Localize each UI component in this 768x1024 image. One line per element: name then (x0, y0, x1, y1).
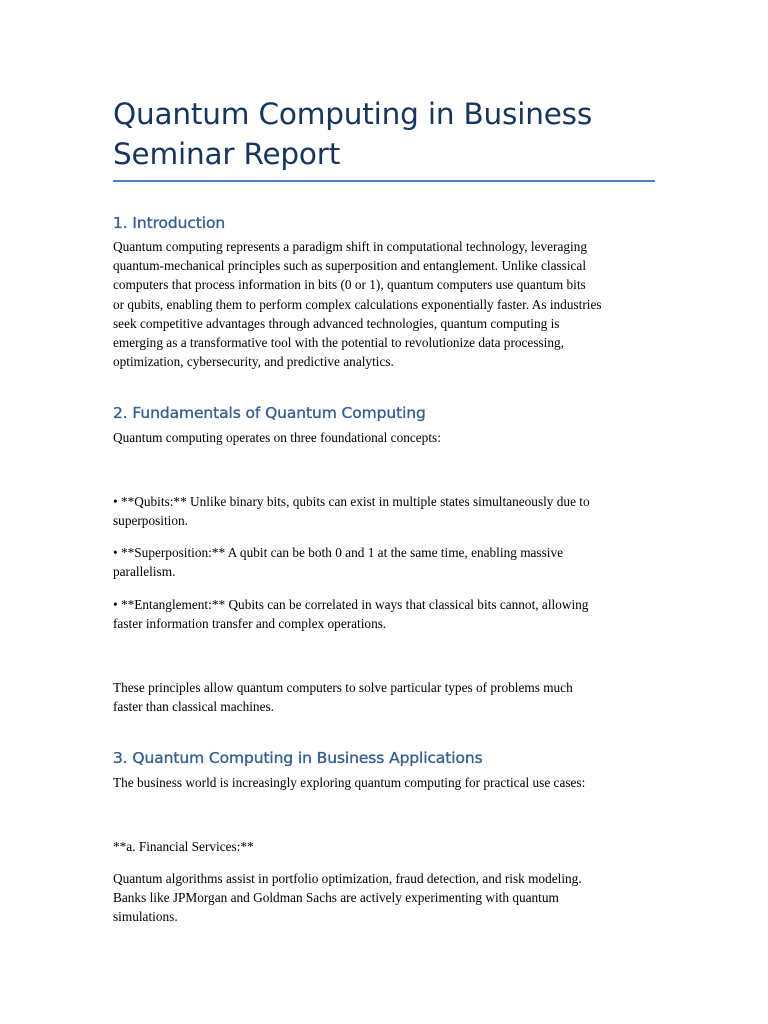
subheading-financial-services: **a. Financial Services:** (113, 839, 254, 854)
bullet-line: • **Qubits:** Unlike binary bits, qubits can exist in multiple states simultaneously due to (113, 494, 590, 509)
page-title (113, 94, 656, 174)
page-title-line-2: Seminar Report (113, 137, 341, 171)
paragraph-line: These principles allow quantum computers to solve particular types of problems much (113, 680, 573, 695)
introduction-paragraph (113, 237, 656, 371)
page-title-line-1: Quantum Computing in Business (113, 97, 592, 131)
section-heading-business-applications: 3. Quantum Computing in Business Applications (113, 749, 483, 767)
paragraph-line: Quantum algorithms assist in portfolio optimization, fraud detection, and risk modeling. (113, 871, 582, 886)
title-underline-divider (113, 180, 655, 182)
applications-lead-paragraph: The business world is increasingly exploring quantum computing for practical use cases: (113, 775, 586, 790)
bullet-item-superposition (113, 543, 656, 581)
bullet-line: superposition. (113, 513, 188, 529)
bullet-line: • **Superposition:** A qubit can be both 0 and 1 at the same time, enabling massive (113, 545, 564, 560)
bullet-item-qubits (113, 492, 656, 530)
bullet-item-entanglement (113, 595, 656, 633)
paragraph-line: or qubits, enabling them to perform complex calculations exponentially faster. As industries (113, 296, 602, 312)
section-heading-introduction: 1. Introduction (113, 214, 226, 232)
paragraph-line: simulations. (113, 909, 178, 925)
paragraph-line: quantum-mechanical principles such as superposition and entanglement. Unlike classical (113, 258, 587, 274)
paragraph-line: Quantum computing represents a paradigm shift in computational technology, leveraging (113, 239, 588, 254)
fundamentals-lead-paragraph: Quantum computing operates on three foundational concepts: (113, 430, 441, 445)
paragraph-line: seek competitive advantages through advanced technologies, quantum computing is (113, 315, 560, 331)
bullet-line: parallelism. (113, 564, 176, 580)
bullet-line: • **Entanglement:** Qubits can be correlated in ways that classical bits cannot, allowing (113, 597, 589, 612)
paragraph-line: Banks like JPMorgan and Goldman Sachs are actively experimenting with quantum (113, 890, 559, 906)
paragraph-line: optimization, cybersecurity, and predictive analytics. (113, 354, 394, 370)
section-heading-fundamentals: 2. Fundamentals of Quantum Computing (113, 404, 426, 422)
fundamentals-closing-paragraph (113, 678, 656, 716)
financial-services-paragraph (113, 869, 656, 927)
document-page (113, 0, 656, 1024)
bullet-line: faster information transfer and complex operations. (113, 616, 387, 632)
paragraph-line: faster than classical machines. (113, 699, 274, 715)
paragraph-line: emerging as a transformative tool with the potential to revolutionize data processing, (113, 335, 564, 351)
paragraph-line: computers that process information in bits (0 or 1), quantum computers use quantum bits (113, 277, 586, 293)
